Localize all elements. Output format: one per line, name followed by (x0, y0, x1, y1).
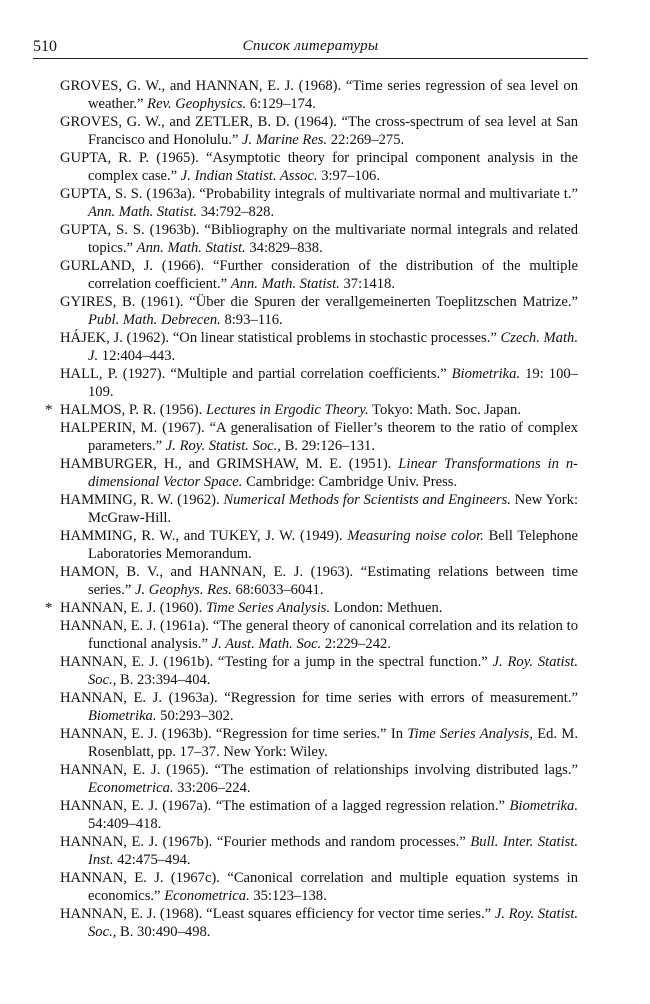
reference-text: “Further consideration of the distribution of the multiple correlation coefficient.” (88, 258, 578, 292)
reference-entry (60, 366, 578, 402)
reference-authors: HAMON, B. V., and HANNAN, E. J. (1963). (60, 564, 354, 581)
reference-source-italic: Econometrica. (88, 780, 174, 797)
reference-text: “Fourier methods and random processes.” (216, 834, 466, 851)
reference-entry (60, 258, 578, 294)
reference-authors: GUPTA, S. S. (1963a). (60, 186, 196, 202)
reference-authors: HANNAN, E. J. (1961a). (60, 618, 210, 635)
reference-volume-pages: Tokyo: Math. Soc. Japan. (372, 402, 521, 418)
reference-volume-pages: 54:409–418. (88, 816, 162, 833)
reference-source-italic: J. Aust. Math. Soc. (211, 636, 322, 653)
reference-text: “The cross-spectrum of sea level at San Francisco and Honolulu.” (88, 114, 578, 148)
reference-entry (60, 618, 578, 654)
reference-entry (60, 456, 578, 492)
reference-volume-pages: New York: McGraw-Hill. (88, 492, 579, 526)
reference-entry (60, 834, 578, 870)
reference-list (45, 78, 579, 942)
reference-authors: HAMMING, R. W. (1962). (60, 492, 220, 509)
reference-authors: HAMBURGER, H., and GRIMSHAW, M. E. (1951). (60, 456, 392, 473)
reference-text: “Time series regression of sea level on weather.” (88, 78, 579, 112)
reference-entry (60, 114, 578, 150)
reference-authors: HÁJEK, J. (1962). (60, 330, 170, 346)
reference-volume-pages: 35:123–138. (253, 888, 327, 905)
reference-source-italic: J. Roy. Statist. Soc., (88, 654, 578, 689)
page-header (33, 38, 588, 59)
reference-entry (60, 564, 578, 600)
reference-authors: HANNAN, E. J. (1968). (60, 906, 203, 923)
reference-entry (60, 78, 578, 114)
reference-source-italic: Econometrica. (164, 888, 250, 905)
reference-source-italic: Ann. Math. Statist. (230, 275, 340, 292)
reference-text: “Testing for a jump in the spectral function.” (217, 654, 488, 671)
reference-authors: HAMMING, R. W., and TUKEY, J. W. (1949). (60, 528, 343, 545)
reference-entry (60, 294, 578, 330)
reference-volume-pages: 3:97–106. (321, 167, 380, 184)
reference-entry (45, 600, 578, 618)
reference-source-italic: Numerical Methods for Scientists and Engineers. (223, 492, 511, 509)
reference-source-italic: Ann. Math. Statist. (88, 203, 198, 220)
reference-entry (60, 222, 578, 258)
reference-text: “A generalisation of Fieller’s theorem to the ratio of complex parameters.” (88, 420, 578, 454)
reference-source-italic: Time Series Analysis. (205, 600, 331, 617)
reference-entry (60, 798, 578, 834)
reference-text: “Least squares efficiency for vector time series.” (206, 906, 492, 923)
reference-authors: HANNAN, E. J. (1967a). (60, 798, 212, 815)
reference-volume-pages: 8:93–116. (224, 311, 283, 328)
reference-entry (60, 492, 578, 528)
reference-volume-pages: 68:6033–6041. (235, 582, 324, 598)
reference-source-italic: J. Geophys. Res. (135, 582, 232, 598)
reference-authors: HANNAN, E. J. (1960). (60, 600, 203, 617)
reference-source-italic: Czech. Math. J. (88, 330, 578, 364)
reference-authors: HALMOS, P. R. (1956). (60, 402, 203, 418)
reference-volume-pages: 6:129–174. (249, 95, 316, 112)
reference-volume-pages: 2:229–242. (324, 636, 391, 653)
reference-entry (60, 906, 578, 942)
reference-authors: GYIRES, B. (1961). (60, 294, 184, 310)
reference-volume-pages: 50:293–302. (160, 708, 234, 725)
reference-authors: HALPERIN, M. (1967). (60, 420, 205, 437)
reference-entry (60, 762, 578, 798)
reference-source-italic: Ann. Math. Statist. (136, 239, 246, 256)
reference-source-italic: Biometrika. (451, 366, 521, 382)
reference-source-italic: Measuring noise color. (347, 528, 484, 545)
reference-source-italic: Time Series Analysis, (407, 726, 533, 743)
reference-source-italic: J. Indian Statist. Assoc. (180, 167, 318, 184)
reference-volume-pages: B. 23:394–404. (120, 672, 211, 689)
reference-entry (60, 654, 578, 690)
reference-volume-pages: 37:1418. (343, 275, 395, 292)
reference-text: “Über die Spuren der verallgemeinerten Toeplitzschen Matrize.” (189, 294, 579, 310)
reference-entry (60, 420, 578, 456)
reference-volume-pages: Ed. M. Rosenblatt, pp. 17–37. New York: Wiley. (88, 726, 578, 761)
reference-source-italic: J. Roy. Statist. Soc., (165, 438, 281, 454)
reference-source-italic: J. Roy. Statist. Soc., (88, 906, 579, 941)
reference-volume-pages: Cambridge: Cambridge Univ. Press. (246, 474, 458, 490)
reference-volume-pages: 12:404–443. (101, 347, 176, 364)
reference-entry (60, 150, 578, 186)
reference-source-italic: Biometrika. (509, 798, 578, 815)
reference-authors: GUPTA, S. S. (1963b). (60, 222, 200, 238)
reference-authors: HANNAN, E. J. (1965). (60, 762, 209, 779)
reference-authors: HANNAN, E. J. (1963a). (60, 690, 218, 707)
reference-source-italic: Lectures in Ergodic Theory. (205, 402, 369, 418)
reference-entry (60, 330, 578, 366)
reference-authors: GROVES, G. W., and HANNAN, E. J. (1968). (60, 78, 342, 94)
reference-entry (60, 690, 578, 726)
reference-text: “The estimation of a lagged regression relation.” (215, 798, 505, 815)
reference-entry (45, 402, 578, 420)
reference-volume-pages: 34:792–828. (200, 203, 275, 220)
reference-authors: HANNAN, E. J. (1961b). (60, 654, 214, 671)
reference-volume-pages: B. 29:126–131. (284, 438, 375, 454)
reference-text: “Multiple and partial correlation coefficients.” (170, 366, 447, 382)
reference-text: “Estimating relations between time series.” (88, 564, 579, 598)
reference-entry (60, 726, 578, 762)
reference-text: “Probability integrals of multivariate normal and multivariate t.” (199, 186, 578, 202)
reference-source-italic: Biometrika. (88, 708, 157, 725)
reference-text: “Regression for time series.” In (215, 726, 403, 743)
reference-text: “The general theory of canonical correlation and its relation to functional analysis.” (88, 618, 578, 653)
running-title: Список литературы (242, 38, 379, 54)
reference-authors: GROVES, G. W., and ZETLER, B. D. (1964). (60, 114, 337, 130)
reference-volume-pages: 33:206–224. (177, 780, 251, 797)
reference-entry (60, 186, 578, 222)
reference-text: “Regression for time series with errors of measurement.” (224, 690, 578, 707)
reference-text: “Bibliography on the multivariate normal integrals and related topics.” (88, 222, 579, 256)
reference-authors: GUPTA, R. P. (1965). (60, 150, 199, 166)
reference-source-italic: Linear Transformations in n-dimensional Vector Space. (88, 456, 579, 490)
page-number: 510 (33, 38, 57, 55)
reference-entry (60, 528, 578, 564)
reference-entry (60, 870, 578, 906)
reference-source-italic: Publ. Math. Debrecen. (88, 311, 221, 328)
reference-volume-pages: 19: 100–109. (88, 366, 578, 400)
reference-authors: HANNAN, E. J. (1963b). (60, 726, 212, 743)
reference-authors: GURLAND, J. (1966). (60, 258, 205, 274)
reference-volume-pages: Bell Telephone Laboratories Memorandum. (88, 528, 578, 562)
reference-text: “The estimation of relationships involving distributed lags.” (214, 762, 578, 779)
reference-volume-pages: London: Methuen. (333, 600, 443, 617)
reference-source-italic: J. Marine Res. (242, 131, 328, 148)
reference-volume-pages: B. 30:490–498. (120, 924, 211, 941)
reference-authors: HANNAN, E. J. (1967c). (60, 870, 220, 887)
asterisk-marker: * (45, 402, 53, 418)
asterisk-marker: * (45, 600, 53, 617)
reference-source-italic: Rev. Geophysics. (147, 95, 247, 112)
reference-source-italic: Bull. Inter. Statist. Inst. (88, 834, 579, 869)
reference-text: “Asymptotic theory for principal component analysis in the complex case.” (88, 150, 578, 184)
reference-volume-pages: 42:475–494. (117, 852, 191, 869)
reference-text: “On linear statistical problems in stochastic processes.” (172, 330, 497, 346)
reference-authors: HANNAN, E. J. (1967b). (60, 834, 213, 851)
reference-volume-pages: 34:829–838. (249, 239, 323, 256)
reference-volume-pages: 22:269–275. (330, 131, 405, 148)
reference-authors: HALL, P. (1927). (60, 366, 166, 382)
reference-text: “Canonical correlation and multiple equation systems in economics.” (88, 870, 578, 905)
